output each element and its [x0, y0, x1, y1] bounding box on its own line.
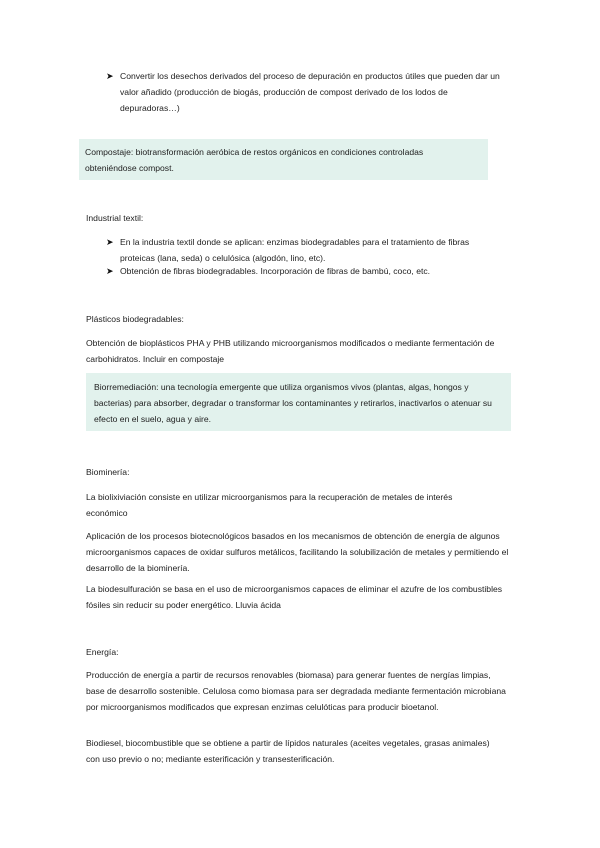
- definition-box-biorremediacion: [86, 373, 511, 431]
- definition-text: Compostaje: biotransformación aeróbica de restos orgánicos en condiciones controladas obteniéndose compost.: [85, 147, 424, 173]
- list-item: [106, 68, 506, 116]
- paragraph: Producción de energía a partir de recursos renovables (biomasa) para generar fuentes de nergías limpias, base de desarrollo sostenible. Celulosa como biomasa para ser degradada mediante fermentación microbiana por microorganismos modificados que expresan enzimas celulóticas para producir bioetanol.: [86, 670, 506, 712]
- list-item-text: Convertir los desechos derivados del proceso de depuración en productos útiles que pueden dar un valor añadido (producción de biogás, producción de compost derivado de los lodos de depuradoras…): [120, 71, 500, 113]
- definition-text: Biorremediación: una tecnología emergente que utiliza organismos vivos (plantas, algas, hongos y bacterias) para absorber, degradar o transformar los contaminantes y retirarlos, inactivarlos o atenuar su efecto en el suelo, agua y aire.: [94, 382, 492, 424]
- paragraph: Obtención de bioplásticos PHA y PHB utilizando microorganismos modificados o mediante fermentación de carbohidratos. Incluir en compostaje: [86, 338, 495, 364]
- paragraph: La biolixiviación consiste en utilizar microorganismos para la recuperación de metales de interés económico: [86, 492, 453, 518]
- list-item: [106, 263, 506, 279]
- section-heading-energia: Energía:: [86, 647, 119, 657]
- section-heading-textil: Industrial textil:: [86, 213, 144, 223]
- list-item-text: En la industria textil donde se aplican: enzimas biodegradables para el tratamiento de fibras proteicas (lana, seda) o celulósica (algodón, lino, etc).: [120, 237, 470, 263]
- paragraph: Aplicación de los procesos biotecnológicos basados en los mecanismos de obtención de energía de algunos microorganismos capaces de oxidar sulfuros metálicos, facilitando la solubilización de metales y permitiendo el desarrollo de la biominería.: [86, 531, 509, 573]
- arrowhead-bullet-icon: ➤: [106, 71, 114, 81]
- paragraph: La biodesulfuración se basa en el uso de microorganismos capaces de eliminar el azufre de los combustibles fósiles sin reducir su poder energético. Lluvia ácida: [86, 584, 503, 610]
- definition-box-compostaje: [79, 139, 488, 180]
- list-item-text: Obtención de fibras biodegradables. Incorporación de fibras de bambú, coco, etc.: [120, 266, 431, 276]
- paragraph: Biodiesel, biocombustible que se obtiene a partir de lípidos naturales (aceites vegetales, grasas animales) con uso previo o no; mediante esterificación y transesterificación.: [86, 738, 490, 764]
- arrowhead-bullet-icon: ➤: [106, 266, 114, 276]
- list-item: [106, 234, 506, 266]
- section-heading-biomineria: Biominería:: [86, 467, 130, 477]
- arrowhead-bullet-icon: ➤: [106, 237, 114, 247]
- section-heading-plasticos: Plásticos biodegradables:: [86, 314, 184, 324]
